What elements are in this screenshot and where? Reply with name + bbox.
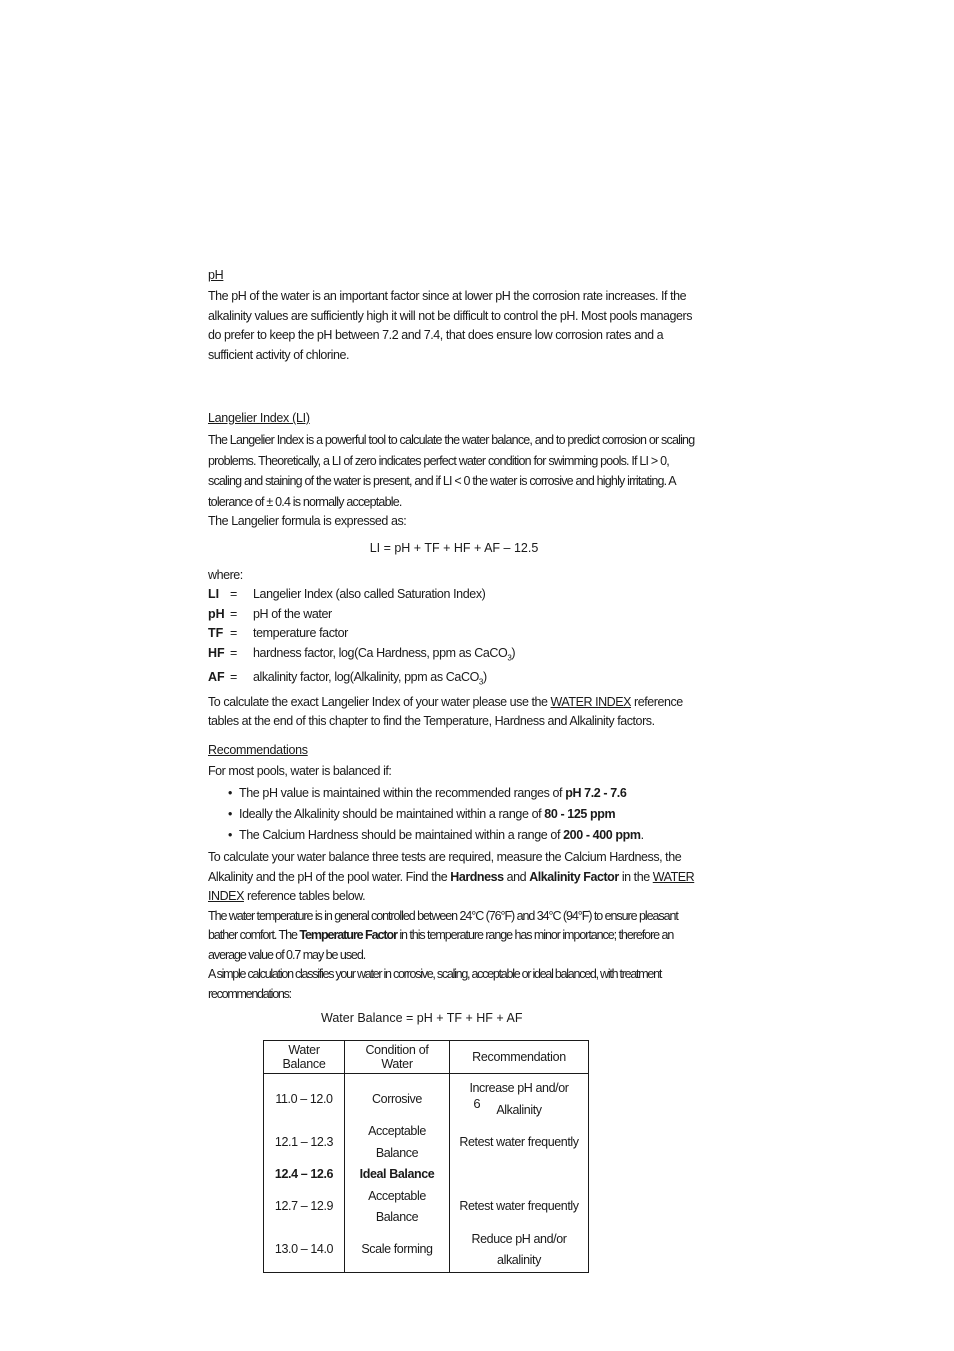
li-calc-text-1: To calculate the exact Langelier Index of your water please use the <box>208 694 551 709</box>
subscript: 3 <box>507 653 512 662</box>
definition-text-main: hardness factor, log(Ca Hardness, ppm as CaCO <box>253 645 508 660</box>
definition-text: Langelier Index (also called Saturation Index) <box>253 587 486 601</box>
hardness-label: Hardness <box>450 869 504 884</box>
definition-text-main: alkalinity factor, log(Alkalinity, ppm as CaCO <box>253 669 479 684</box>
bullet-icon: • <box>228 807 232 821</box>
column-header: Recommendation <box>450 1041 589 1074</box>
range-cell: 12.1 – 12.3 <box>264 1121 345 1164</box>
definition-text: pH of the water <box>253 606 332 621</box>
recommendation-cell: Retest water frequently <box>450 1186 589 1229</box>
text: reference tables below. <box>243 889 366 903</box>
equals-sign: = <box>230 626 238 640</box>
range-cell: 12.4 – 12.6 <box>264 1164 345 1186</box>
temperature-paragraph <box>208 907 700 966</box>
water-balance-table <box>263 1040 589 1273</box>
text: The water temperature is in general controlled between 24°C (76°F) and 34°C (94°F) to ensure pleasant bather comfort. The <box>208 908 678 942</box>
equals-sign: = <box>230 587 238 601</box>
spacer <box>208 732 700 741</box>
definition-symbol: HF <box>208 645 225 660</box>
condition-cell: Scale forming <box>345 1229 450 1273</box>
condition-cell: Acceptable Balance <box>345 1186 450 1229</box>
li-where: where: <box>208 567 243 582</box>
spacer <box>208 365 700 409</box>
definition-symbol: pH <box>208 606 225 621</box>
text: in this temperature range has minor importance; therefore an average value of 0.7 may be used. <box>208 928 674 962</box>
li-body: The Langelier Index is a powerful tool to calculate the water balance, and to predict corrosion or scaling problems. Theoretically, a LI of zero indicates perfect water condition for swimming pools. If LI > 0, scaling and staining of the water is present, and if LI < 0 the water is corrosive and highly irritating. A tolerance of ± 0.4 is normally acceptable. <box>208 433 695 509</box>
list-item <box>208 825 700 846</box>
bullet-icon: • <box>228 786 232 800</box>
water-balance-formula: Water Balance = pH + TF + HF + AF <box>321 1011 523 1025</box>
definition-text: temperature factor <box>253 626 348 640</box>
classification-paragraph: A simple calculation classifies your water in corrosive, scaling, acceptable or ideal balanced, with treatment recommendations: <box>208 967 662 1001</box>
water-index-reference: WATER INDEX <box>208 869 695 903</box>
definition-row <box>208 624 700 644</box>
li-formula-intro: The Langelier formula is expressed as: <box>208 514 407 528</box>
table-header-row <box>264 1041 589 1074</box>
definition-symbol: LI <box>208 587 220 601</box>
li-formula: LI = pH + TF + HF + AF – 12.5 <box>369 540 539 555</box>
bullet-value: 80 - 125 ppm <box>544 807 616 821</box>
bullet-icon: • <box>228 828 232 842</box>
recommendations-list <box>208 783 700 846</box>
range-cell: 12.7 – 12.9 <box>264 1186 345 1229</box>
ph-heading: pH <box>208 268 224 282</box>
definition-symbol: TF <box>208 626 224 640</box>
recommendation-cell <box>450 1164 589 1186</box>
recommendation-cell: Increase pH and/or Alkalinity <box>450 1074 589 1122</box>
recommendations-heading: Recommendations <box>208 742 308 757</box>
list-item <box>208 783 700 804</box>
recommendation-cell: Reduce pH and/or alkalinity <box>450 1229 589 1273</box>
definition-text: hardness factor, log(Ca Hardness, ppm as CaCO$_3$) <box>253 645 516 662</box>
li-calc-text-2: reference tables at the end of this chapter to find the Temperature, Hardness and Alkalinity factors. <box>208 694 683 728</box>
table-row <box>264 1186 589 1229</box>
definition-row <box>208 644 700 668</box>
column-header: Water Balance <box>264 1041 345 1074</box>
document-page <box>208 266 700 1273</box>
definition-row <box>208 605 700 625</box>
condition-cell: Corrosive <box>345 1074 450 1122</box>
table-row <box>264 1164 589 1186</box>
page-number: 6 <box>473 1096 481 1111</box>
definition-row <box>208 585 700 605</box>
water-index-reference: WATER INDEX <box>550 694 632 709</box>
water-balance-paragraph <box>208 848 700 907</box>
list-item <box>208 804 700 825</box>
condition-cell: Ideal Balance <box>345 1164 450 1186</box>
text: in the <box>618 869 653 884</box>
ph-body: The pH of the water is an important factor since at lower pH the corrosion rate increases. If the alkalinity values are sufficiently high it will not be difficult to control the pH. Most pools managers do prefer to keep the pH between 7.2 and 7.4, that does ensure low corrosion rates and a sufficient activity of chlorine. <box>208 289 693 362</box>
definition-row <box>208 668 700 692</box>
definition-symbol: AF <box>208 669 225 684</box>
subscript: 3 <box>478 677 483 686</box>
column-header: Condition of Water <box>345 1041 450 1074</box>
temperature-factor-label: Temperature Factor <box>299 928 397 942</box>
bullet-text: Ideally the Alkalinity should be maintained within a range of <box>239 807 545 821</box>
text: To calculate your water balance three tests are required, measure the Calcium Hardness, the Alkalinity and the pH of the pool water. Find the <box>208 850 682 884</box>
condition-cell: Acceptable Balance <box>345 1121 450 1164</box>
equals-sign: = <box>230 645 238 660</box>
range-cell: 11.0 – 12.0 <box>264 1074 345 1122</box>
li-heading: Langelier Index (LI) <box>208 411 310 425</box>
bullet-text: The pH value is maintained within the recommended ranges of <box>239 786 566 800</box>
bullet-value: pH 7.2 - 7.6 <box>565 786 627 800</box>
li-calc-paragraph <box>208 693 700 732</box>
alkalinity-factor-label: Alkalinity Factor <box>529 869 619 884</box>
range-cell: 13.0 – 14.0 <box>264 1229 345 1273</box>
table-row <box>264 1121 589 1164</box>
definitions-list <box>208 585 700 692</box>
table-row <box>264 1229 589 1273</box>
bullet-end: . <box>640 828 644 842</box>
text: and <box>503 869 530 884</box>
bullet-text: The Calcium Hardness should be maintained within a range of <box>239 828 564 842</box>
equals-sign: = <box>230 669 238 684</box>
recommendations-intro: For most pools, water is balanced if: <box>208 763 392 778</box>
recommendation-cell: Retest water frequently <box>450 1121 589 1164</box>
definition-text: alkalinity factor, log(Alkalinity, ppm as CaCO$_3$) <box>253 669 487 686</box>
bullet-value: 200 - 400 ppm <box>563 828 641 842</box>
equals-sign: = <box>230 606 238 621</box>
